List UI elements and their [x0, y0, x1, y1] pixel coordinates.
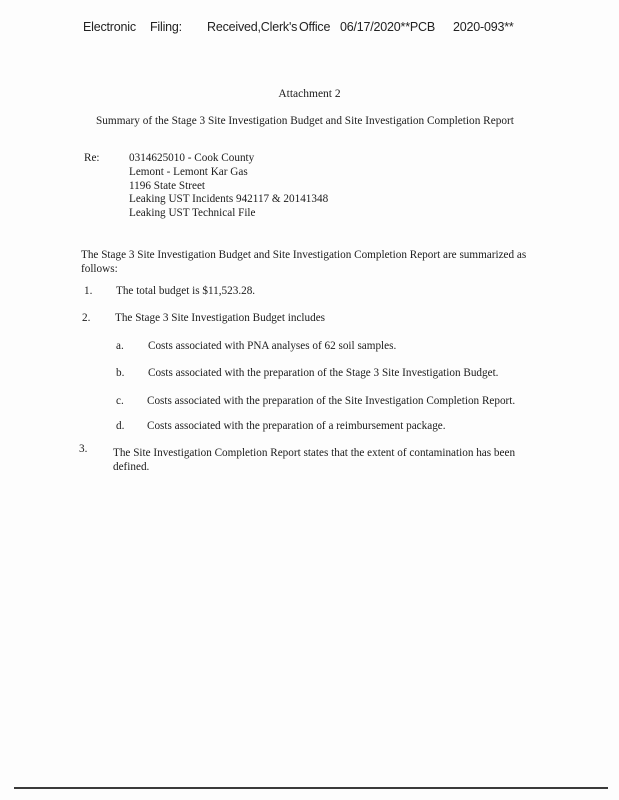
sub-list-item-text: Costs associated with the preparation of a reimbursement package.: [147, 420, 446, 432]
list-item-number: 1.: [84, 285, 93, 297]
list-item-text: The Stage 3 Site Investigation Budget includes: [115, 312, 326, 324]
re-block: [129, 152, 328, 221]
sub-list-item-letter: b.: [116, 367, 125, 379]
sub-list-item-letter: d.: [116, 420, 125, 432]
sub-list-item-text: Costs associated with the preparation of the Stage 3 Site Investigation Budget.: [148, 367, 499, 379]
header-electronic: Electronic: [83, 20, 136, 34]
summary-title: Summary of the Stage 3 Site Investigation Budget and Site Investigation Completion Report: [96, 115, 514, 127]
list-item-text: The total budget is $11,523.28.: [116, 285, 256, 297]
sub-list-item-letter: c.: [116, 395, 124, 407]
attachment-title: Attachment 2: [278, 88, 341, 100]
re-label: Re:: [84, 152, 100, 164]
header-filing: Filing:: [150, 20, 182, 34]
re-line-address: 1196 State Street: [129, 179, 206, 192]
re-line-site-id: 0314625010 - Cook County: [129, 152, 255, 164]
sub-list-item-text: Costs associated with PNA analyses of 62 soil samples.: [148, 340, 397, 352]
intro-paragraph: The Stage 3 Site Investigation Budget and Site Investigation Completion Report are summarized as follows:: [81, 249, 527, 275]
list-item-number: 3.: [79, 443, 88, 455]
sub-list-item-text: Costs associated with the preparation of the Site Investigation Completion Report.: [147, 395, 516, 407]
header-date: 06/17/2020**PCB: [340, 20, 435, 34]
re-line-site-name: Lemont - Lemont Kar Gas: [129, 165, 248, 178]
header-office: Office: [299, 20, 331, 34]
scan-edge-rule: [14, 787, 608, 789]
list-item-text: The Site Investigation Completion Report states that the extent of contamination has been defined.: [113, 447, 516, 473]
re-line-incidents: Leaking UST Incidents 942117 & 20141348: [129, 193, 329, 206]
list-item-number: 2.: [82, 312, 91, 324]
header-case-number: 2020-093**: [453, 20, 514, 34]
re-line-file: Leaking UST Technical File: [129, 207, 256, 220]
header-received: Received,Clerk's: [207, 20, 298, 34]
sub-list-item-letter: a.: [116, 340, 124, 352]
